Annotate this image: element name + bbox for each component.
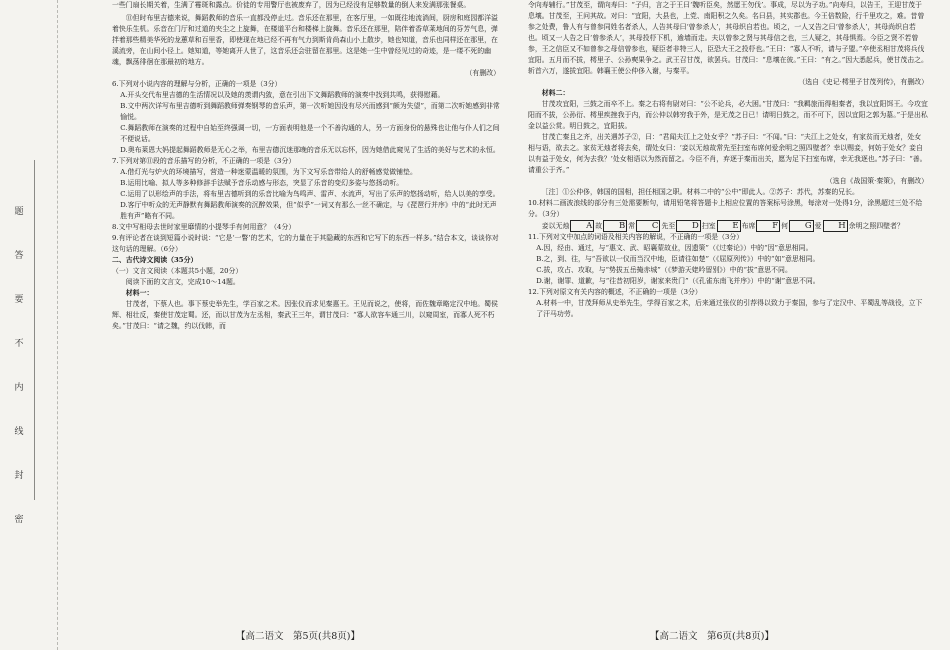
margin-char: 线 [14,427,24,437]
question-6-option-b: B.文中两次详写布里吉德听到舞蹈教师弹奏钢琴的音乐声，第一次听她因没有尽兴而感到“颇为失望”，而第二次听她感到非常愉悦。 [120,102,500,121]
question-11-option-d: D.谢，谢罪、道歉，与“往昔初阳岁，谢家来贵门”（《孔雀东南飞并序》）中的“谢”意思不同。 [536,277,820,285]
material-1-label: 材料一： [125,289,154,297]
section-heading: 二、古代诗文阅读（35分） [112,256,198,264]
question-6: 6.下列对小说内容的理解与分析，正确的一项是（3分） [112,80,282,88]
sentence-part: 扫室 [701,222,716,230]
sentence-part: 余明之照四壁者？ [848,222,904,230]
story-paragraph: 一些门扇长期关着，生满了霉斑和露点。价徒的专用警厅也被废弃了，因为已经没有足够数量的倒人来发满那张餐桌。 [112,1,471,9]
question-7: 7.下列对第⑪段的音乐描写的分析，不正确的一项是（3分） [112,157,296,165]
sentence-part: 布席 [741,222,756,230]
question-12: 12.下列对原文有关内容的概述，不正确的一项是（3分） [528,288,702,296]
break-option-g[interactable]: G [789,220,814,232]
margin-char: 封 [14,471,24,481]
question-8: 8.文中写相母去世时家里靡情的小提琴手有何用意？（4分） [112,223,296,231]
sentence-part: 先至 [661,222,676,230]
seal-line-text [12,205,26,557]
sentence-part: 故 [595,222,603,230]
margin-char: 内 [14,383,24,393]
break-option-c[interactable]: C [636,220,660,232]
story-paragraph-11: ⑪但时布里吉德来说，舞蹈教师的音乐一直都没停止过。音乐还在那里，在客厅里，一如既往地流淌间，厨房和庭园都洋溢着快乐生机。乐音在门厅和过道的夹尘之上旋舞，在楼道平台和楼梯上旋舞。音乐还在那里，陪伴着香草莱地间的芬芳气息，弹拌着那些精美华死的龙蕙草和百里香，即使现在地已经不再有气力到斯肯尚森山小上散步，她也知道，音乐也同样还在那里，在溪流旁，在山间小径上。她知道，等她离开人世了，这音乐还会驻留在那里。这是她一生中曾经见过的奇迹，是一缕不死的幽魂，飘荡徘徊在那最初的地方。 [112,14,498,66]
reading-instruction: 阅读下面的文言文，完成10～14题。 [125,278,240,286]
margin-char: 密 [14,515,24,525]
margin-char: 不 [14,339,24,349]
question-7-option-d: D.客厅中听众的无声静默有舞蹈教师演奏的沉醉效果，但“似乎”一词又有那么一丝不确定，与《琵琶行并序》中的“此时无声胜有声”略有不同。 [120,201,497,220]
material-2-label: 材料二： [541,89,570,97]
margin-char: 题 [14,207,24,217]
material-1-text: 甘茂者，下蔡人也。事下蔡史举先生，学百家之术。因张仪而求见秦惠王。王见而说之，使将，而佐魏章略定汉中地。蜀侯辉、相壮反，秦使甘茂定蜀。还，而以甘茂为左丞相，秦武王三年，谓甘茂曰：“寡人欲容车通三川，以窥周室，而寡人死不朽矣。”甘茂曰：“请之魏，约以伐韩，而 [112,300,498,330]
question-11: 11.下列对文中加点的词语及相关内容的解说，不正确的一项是（3分） [528,233,744,241]
sentence-part: 何 [781,222,789,230]
question-7-option-c: C.运用了以形绘声的手法，将布里吉德听到的乐音比喻为鸟鸣声、雷声、水流声，写出了乐声的悠扬动听，给人以美的享受。 [120,190,500,198]
question-6-option-a: A.开头交代布里吉德的生活情况以及她的羡谓内敛，意在引出下文舞蹈教师的演奏中找到共鸣，获得慰藉。 [120,91,445,99]
break-option-d[interactable]: D [676,220,701,232]
material-2-paragraph-2: 甘茂亡秦且之齐，出关遇苏子②，曰：“君闻夫江上之处女乎？”苏子曰：“不闻。”曰：“夫江上之处女，有家贫而无烛者，处女相与语，欲去之。家贫无烛者将去矣，谓处女曰：‘妾以无烛故常先至扫室布席何爱余明之照四壁者？幸以赐妾，何妨于处女？妾自以有益于处女，何为去我？’处女相语以为然而留之。今臣不肖，弃逐于秦而出关，愿为足下扫室布席，幸无我逐也。”苏子曰：“善。请重公于齐。” [528,133,927,174]
question-10-sentence [528,220,928,232]
source-note-1: （选自《史记·樗里子甘茂列传》，有删改） [798,78,928,86]
material-2-paragraph-1: 甘茂攻宜阳，三鼓之而卒不上。秦之右将有尉对曰：“公不论兵，必大困。”甘茂曰：“我羁旅而得相秦者，我以宜阳饵王。今攻宜阳而不拔，公孙衍、樗里疾挫我于内，而公仲以韩穷我于外，是无茂之日已！请明日鼓之，而不可下，因以宜阳之郭为墓。”于是出私金以益公赏。明日鼓之，宜阳拔。 [528,100,928,130]
annotation-note: ［注］①公仲侈，韩国的国相，担任相国之职。材料二中的“公中”即此人。②苏子：苏代，苏秦的兄长。 [541,188,859,196]
break-option-f[interactable]: F [756,220,780,232]
question-7-option-a: A.借灯光与炉火的环境描写，营造一种迷蒙温暖的氛围，为下文写乐音带给人的舒畅感觉做铺垫。 [120,168,417,176]
break-option-h[interactable]: H [823,220,848,232]
break-option-b[interactable]: B [603,220,627,232]
page-footer-right: 【高二语文 第6页(共8页)】 [650,631,775,642]
binding-margin [0,0,58,650]
question-6-option-d: D.奥布莱恩大妈提起舞蹈教师是无心之举，布里吉德沉迷那晚的音乐无以忘怀，因为她借此窥见了生活的美好与艺术的永恒。 [120,146,500,154]
break-option-e[interactable]: E [717,220,741,232]
question-12-option-a: A.材料一中，甘茂拜师从史举先生，学得百家之术，后来通过张仪的引荐得以致力于秦国，参与了定汉中、平蜀乱等战役，立下了汗马功劳。 [536,299,923,318]
question-6-option-c: C.舞蹈教师在演奏的过程中自始至终强调一切，一方面表明他是一个不善沟通的人，另一方面身份的悬殊也让他与仆人们之间不便说话。 [120,124,500,143]
question-11-option-c: C.拔，攻占、攻取，与“势拔五岳掩赤城”（《梦游天姥吟留别》）中的“拔”意思不同。 [536,266,792,274]
sentence-part: 妾以无烛 [541,222,570,230]
page-footer-left: 【高二语文 第5页(共8页)】 [236,631,361,642]
material-1-continued: 令向寿辅行。”甘茂至，谓向寿曰：“子归，言之于王曰‘魏听臣矣，然愿王勿伐’。事成，尽以为子功。”向寿归，以告王，王迎甘茂于息壤。甘茂至，王问其故。对曰：“宜阳，大县也，上党、南阳积之久矣。名曰县，其实郡也。今王倍数险，行千里攻之，难。昔曾参之处费，鲁人有与曾参同姓名者杀人，人告其母曰‘曾参杀人’，其母织自若也。顷之，一人又告之曰‘曾参杀人’，其母尚织自若也。顷又一人告之曰‘曾参杀人’，其母投杼下机，逾墙而走。夫以曾参之贤与其母信之也，三人疑之，其母惧焉。今臣之贤不若曾参，王之信臣又不如曾参之母信曾参也，疑臣者非特三人，臣恐大王之投杼也。”王曰：“寡人不听，请与子盟。”卒使丞相甘茂将兵伐宜阳。五月而不拔，樗里子、公孙奭果争之。武王召甘茂，欲罢兵。甘茂曰：“息壤在彼。”王曰：“有之。”因大悉起兵，使甘茂击之。斩首六万，遂拔宜阳。韩襄王使公仲侈入谢，与秦平。 [528,1,928,75]
subsection-heading: （一）文言文阅读（本题共5小题，20分） [112,267,243,275]
sentence-part: 常 [628,222,636,230]
question-11-option-a: A.因，经由、通过，与“惠文、武、昭襄蒙故业，因遗策”（《过秦论》）中的“因”意思相同。 [536,244,813,252]
margin-char: 要 [14,295,24,305]
question-7-option-b: B.运用比喻、拟人等多种修辞手法赋予音乐动感与形态，突显了乐音的变幻多姿与悠扬动听。 [120,179,404,187]
question-11-option-b: B.之，到、往，与“吾欲以一仪而当汉中地，臣请往如楚”（《屈原列传》）中的“如”意思相同。 [536,255,820,263]
margin-char: 答 [14,251,24,261]
source-note: （有删改） [465,69,500,77]
sentence-part: 爱 [814,222,822,230]
source-note-2: （选自《战国策·秦策》，有删改） [825,177,928,185]
left-page [112,0,500,650]
break-option-a[interactable]: A [570,220,594,232]
seal-line [34,160,44,500]
right-page [528,0,928,650]
question-10: 10.材料二画波浪线的部分有三处需要断句，请用铅笔将答题卡上相应位置的答案标号涂黑，每涂对一处得1分，涂黑超过三处不给分。（3分） [528,199,923,218]
question-9: 9.有评论者在谈到短篇小说时说：“它是‘一瞥’的艺术，它的力量在于其隐藏的东西和它写下的东西一样多。”结合本文，谈谈你对这句话的理解。（6分） [112,234,499,253]
